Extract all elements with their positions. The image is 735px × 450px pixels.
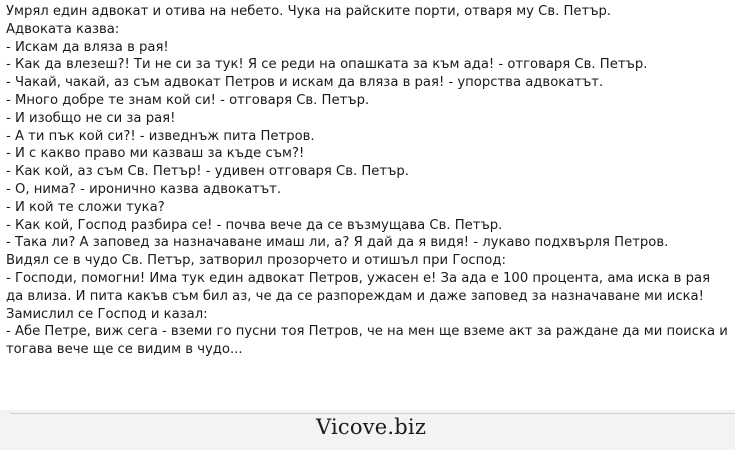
joke-text	[6, 3, 728, 359]
joke-line: - Господи, помогни! Има тук един адвокат Петров, ужасен е! За ада е 100 процента, ама иска в рая да влиза. И пита какъв съм бил аз, че да се разпореждам и даже заповед за назначаване ми иска!	[6, 270, 711, 304]
joke-line: - О, нима? - иронично казва адвокатът.	[6, 181, 282, 197]
joke-line: - Абе Петре, виж сега - вземи го пусни тоя Петров, че на мен ще вземе акт за раждане да ми поиска и тогава вече ще се видим в чудо...	[6, 324, 728, 358]
joke-line: - Така ли? А заповед за назначаване имаш ли, а? Я дай да я видя! - лукаво подхвърля Петров.	[6, 235, 669, 251]
joke-line: - И изобщо не си за рая!	[6, 110, 176, 126]
joke-line: - Чакай, чакай, аз съм адвокат Петров и искам да вляза в рая! - упорства адвокатът.	[6, 75, 604, 91]
joke-line: - Как да влезеш?! Ти не си за тук! Я се реди на опашката за към ада! - отговаря Св. Петър.	[6, 57, 648, 73]
joke-line: Адвоката казва:	[6, 21, 120, 37]
site-watermark: Vicove.biz	[316, 415, 427, 439]
joke-line: Видял се в чудо Св. Петър, затворил прозорчето и отишъл при Господ:	[6, 253, 506, 269]
joke-line: Умрял един адвокат и отива на небето. Чука на райските порти, отваря му Св. Петър.	[6, 4, 612, 19]
joke-line: - И кой те сложи тука?	[6, 199, 165, 215]
joke-line: - Много добре те знам кой си! - отговаря Св. Петър.	[6, 92, 370, 108]
joke-line: Замислил се Господ и казал:	[6, 306, 208, 322]
joke-line: - Как кой, аз съм Св. Петър! - удивен отговаря Св. Петър.	[6, 164, 409, 180]
footer-divider	[10, 413, 735, 414]
footer-bar	[0, 410, 735, 450]
joke-line: - И с какво право ми казваш за къде съм?!	[6, 146, 305, 162]
joke-line: - Искам да вляза в рая!	[6, 39, 169, 55]
joke-line: - А ти пък кой си?! - изведнъж пита Петров.	[6, 128, 315, 144]
joke-line: - Как кой, Господ разбира се! - почва вече да се възмущава Св. Петър.	[6, 217, 503, 233]
